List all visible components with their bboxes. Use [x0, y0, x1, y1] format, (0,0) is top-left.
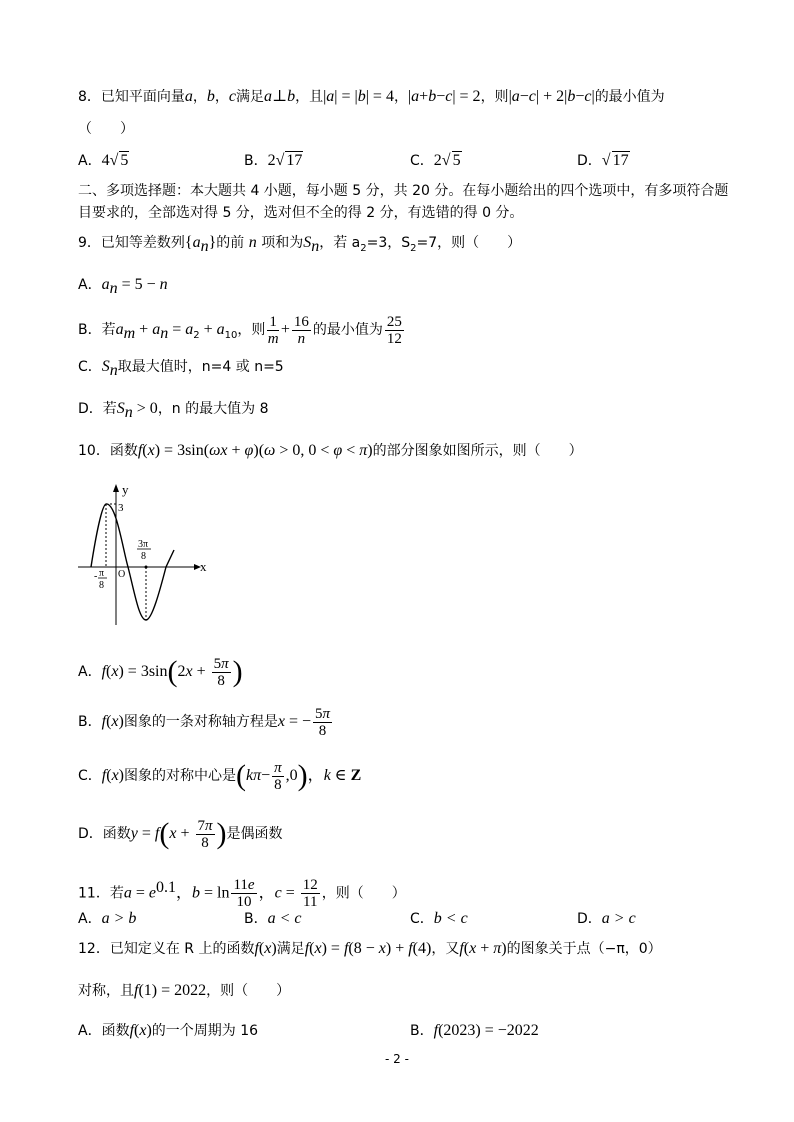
- y-tick-3: 3: [118, 502, 124, 514]
- origin-label: O: [118, 569, 126, 580]
- q10-graph: [76, 480, 216, 628]
- section2-line2: 目要求的，全部选对得 5 分，选对但不全的得 2 分，有选错的得 0 分。: [78, 205, 524, 221]
- q9-option-c[interactable]: C．$S_n$取最大值时，n=4 或 n=5: [78, 358, 284, 379]
- x-label: x: [200, 559, 207, 574]
- q9-option-d[interactable]: D．若$S_n > 0$，n 的最大值为 8: [78, 400, 269, 421]
- q12-option-b[interactable]: B．f(2023) = −2022: [410, 1022, 539, 1039]
- q12-stem: 12．已知定义在 R 上的函数f(x)满足f(x) = f(8 − x) + f(4)，又f(x + π)的图象关于点（−π，0）: [78, 940, 662, 957]
- x-tick-neg-den: 8: [99, 580, 104, 591]
- q10-option-a[interactable]: A．f(x) = 3sin(2x + $\frac{5\pi}{8}$ ): [78, 655, 243, 689]
- q8-option-c[interactable]: C．2√ 5: [410, 152, 461, 169]
- q11-option-b[interactable]: B．a < c: [244, 910, 302, 927]
- q8-option-d[interactable]: D．√ 17: [577, 152, 629, 169]
- q12-stem-line2: 对称，且f(1) = 2022，则（ ）: [78, 982, 291, 999]
- q8-option-b[interactable]: B．2√ 17: [244, 152, 303, 169]
- q11-stem: 11．若$a = e^{0.1}$，b = ln $\frac{11e}{10}$ ，c = $\frac{12}{11}$ ，则（ ）: [78, 877, 406, 911]
- q12-option-a[interactable]: A．函数f(x)的一个周期为 16: [78, 1022, 259, 1039]
- q11-option-d[interactable]: D．a > c: [577, 910, 636, 927]
- q9-stem: 9．已知等差数列$\{a_n\}$的前 n 项和为$S_n$，若 $a_2=3$，$S_2=7$，则（ ）: [78, 234, 522, 255]
- q10-option-d[interactable]: D．函数y = f(x + $\frac{7\pi}{8}$ )是偶函数: [78, 817, 283, 851]
- q11-option-c[interactable]: C．b < c: [410, 910, 468, 927]
- x-tick-neg-num: π: [99, 568, 105, 579]
- q8-paren: （ ）: [78, 121, 134, 137]
- section2-line1: 二、多项选择题：本大题共 4 小题，每小题 5 分，共 20 分。在每小题给出的四个选项中，有多项符合题: [78, 183, 729, 199]
- q10-option-c[interactable]: C．f(x)图象的对称中心是(kπ− $\frac{\pi}{8}$ ,0)，k ∈ Z: [78, 759, 362, 793]
- y-axis-arrow: [113, 484, 119, 492]
- x-tick-pos-den: 8: [141, 551, 146, 562]
- q11-option-a[interactable]: A．a > b: [78, 910, 137, 927]
- q10-stem: 10．函数f(x) = 3sin(ωx + φ)(ω > 0, 0 < φ < π)的部分图象如图所示，则（ ）: [78, 442, 583, 459]
- q8-option-a[interactable]: A．4√ 5: [78, 152, 129, 169]
- q10-option-b[interactable]: B．f(x)图象的一条对称轴方程是x = − $\frac{5\pi}{8}$: [78, 705, 330, 739]
- q8-stem: 8．已知平面向量a，b，c满足a⊥b，且|a| = |b| = 4，|a+b−c| = 2，则|a−c| + 2|b−c|的最小值为: [78, 88, 665, 105]
- sine-curve: [91, 504, 174, 620]
- page-number: - 2 -: [385, 1052, 409, 1066]
- point-3pi8: [145, 566, 148, 569]
- q9-option-b[interactable]: B．若$a_m + a_n = a_2 + a_{10}$，则 $\frac{1}{m}$ + $\frac{16}{n}$ 的最小值为 $\frac{25}{12}$: [78, 313, 402, 347]
- y-label: y: [122, 482, 129, 497]
- q9-option-a[interactable]: A．$a_n = 5 - n$: [78, 276, 168, 297]
- x-tick-neg-sign: -: [94, 571, 98, 582]
- x-tick-pos-num: 3π: [138, 539, 149, 550]
